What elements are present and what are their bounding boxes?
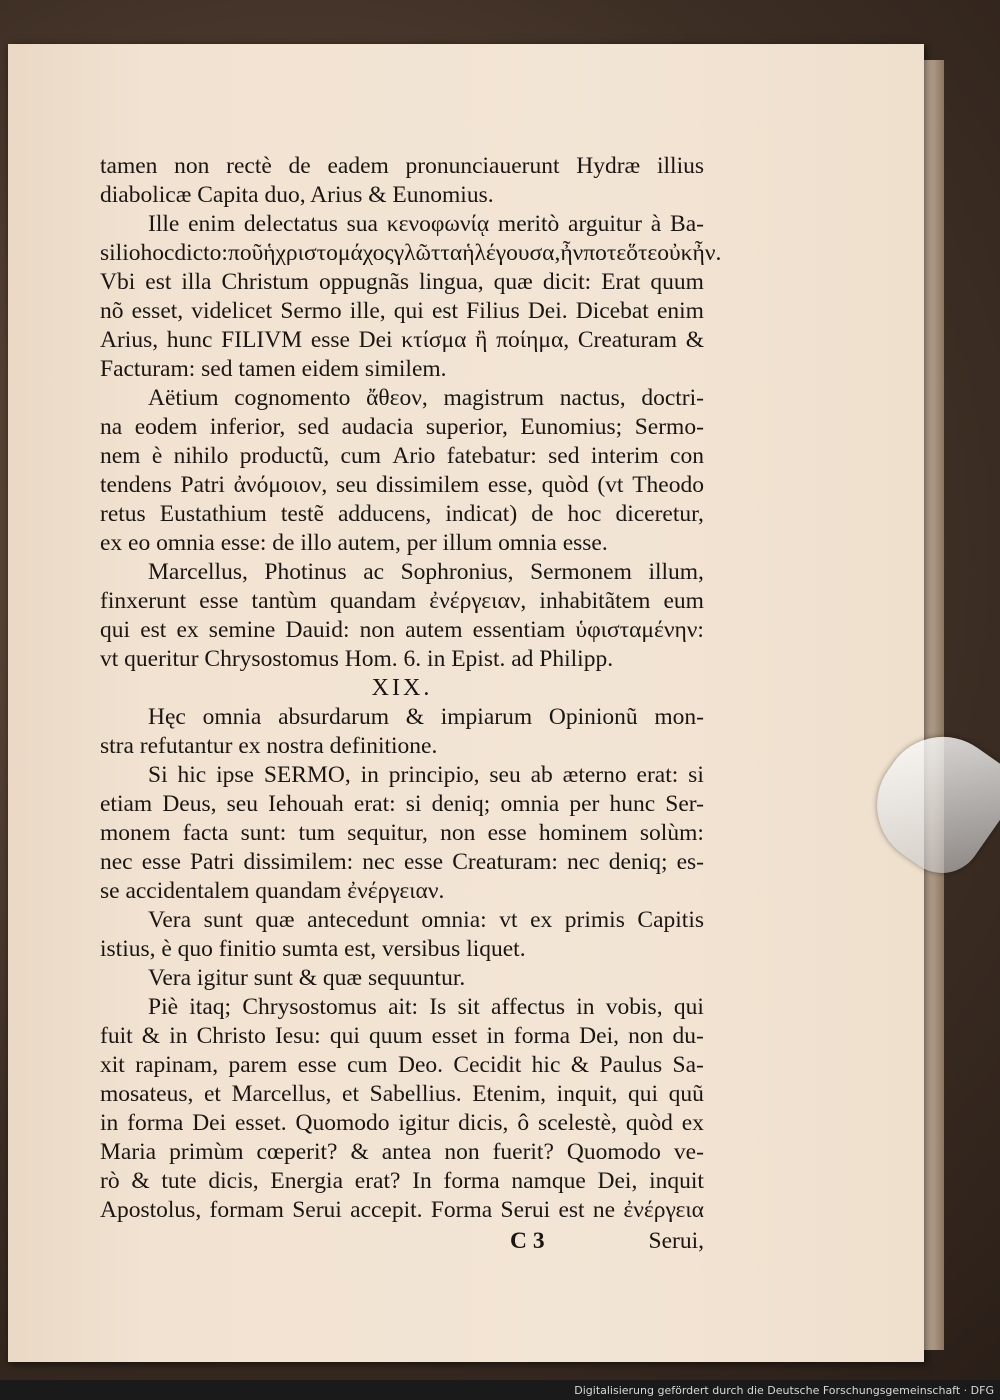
- digitization-credit: Digitalisierung gefördert durch die Deutsche Forschungsgemeinschaft · DFG: [574, 1384, 994, 1397]
- text-line: Piè itaq; Chrysostomus ait: Is sit affectus in vobis, qui: [148, 994, 704, 1020]
- text-line: retus Eustathium testẽ adducens, indicat) de hoc diceretur,: [100, 501, 704, 527]
- text-line: vt queritur Chrysostomus Hom. 6. in Epist. ad Philipp.: [100, 646, 614, 672]
- text-line: silio hoc dicto: ποῦ ἡ χριστομάχος γλῶττα ἡ λέγουσα, ἦν ποτε ὅτε οὐκ ἦν.: [100, 240, 722, 266]
- text-line: mosateus, et Marcellus, et Sabellius. Etenim, inquit, qui quũ: [100, 1081, 704, 1107]
- text-line: Maria primùm cœperit? & antea non fuerit? Quomodo ve-: [100, 1139, 704, 1165]
- section-heading: XIX.: [371, 675, 433, 701]
- text-line: xit rapinam, parem esse cum Deo. Cecidit hic & Paulus Sa-: [100, 1052, 704, 1078]
- page-footer: [100, 1225, 704, 1257]
- text-line: Aëtium cognomento ἄθεον, magistrum nactus, doctri-: [148, 385, 704, 411]
- page-text: [100, 152, 722, 1257]
- text-line: etiam Deus, seu Iehouah erat: si deniq; omnia per hunc Ser-: [100, 791, 704, 817]
- text-line: Vbi est illa Christum oppugnãs lingua, quæ dicit: Erat quum: [100, 269, 704, 295]
- signature-mark: C 3: [510, 1228, 545, 1254]
- text-line: na eodem inferior, sed audacia superior, Eunomius; Sermo-: [100, 414, 704, 440]
- text-line: diabolicæ Capita duo, Arius & Eunomius.: [100, 182, 494, 208]
- text-line: Arius, hunc FILIVM esse Dei κτίσμα ἢ ποίημα, Creaturam &: [100, 327, 704, 353]
- text-line: Vera sunt quæ antecedunt omnia: vt ex primis Capitis: [148, 907, 704, 933]
- text-line: Facturam: sed tamen eidem similem.: [100, 356, 447, 382]
- text-line: nec esse Patri dissimilem: nec esse Creaturam: nec deniq; es-: [100, 849, 704, 875]
- text-line: in forma Dei esset. Quomodo igitur dicis, ô scelestè, quòd ex: [100, 1110, 704, 1136]
- text-line: tendens Patri ἀνόμοιον, seu dissimilem esse, quòd (vt Theodo: [100, 472, 704, 498]
- paragraph-block-2: [100, 703, 704, 1225]
- text-line: stra refutantur ex nostra definitione.: [100, 733, 438, 759]
- text-line: tamen non rectè de eadem pronunciauerunt Hydræ illius: [100, 153, 704, 179]
- text-line: fuit & in Christo Iesu: qui quum esset in forma Dei, non du-: [100, 1023, 704, 1049]
- catchword: Serui,: [648, 1228, 704, 1254]
- text-line: finxerunt esse tantùm quandam ἐνέργειαν, inhabitãtem eum: [100, 588, 704, 614]
- text-line: istius, è quo finitio sumta est, versibus liquet.: [100, 936, 526, 962]
- text-line: Si hic ipse SERMO, in principio, seu ab æterno erat: si: [148, 762, 704, 788]
- text-line: rò & tute dicis, Energia erat? In forma namque Dei, inquit: [100, 1168, 704, 1194]
- text-line: monem facta sunt: tum sequitur, non esse hominem solùm:: [100, 820, 704, 846]
- text-line: Vera igitur sunt & quæ sequuntur.: [148, 965, 466, 991]
- page-edge: [924, 60, 944, 1350]
- text-line: ex eo omnia esse: de illo autem, per illum omnia esse.: [100, 530, 608, 556]
- text-line: nõ esset, videlicet Sermo ille, qui est Filius Dei. Dicebat enim: [100, 298, 704, 324]
- text-line: Marcellus, Photinus ac Sophronius, Sermonem illum,: [148, 559, 704, 585]
- paragraph-block-1: [100, 152, 722, 674]
- text-line: se accidentalem quandam ἐνέργειαν.: [100, 878, 445, 904]
- text-line: qui est ex semine Dauid: non autem essentiam ὑφισταμένην:: [100, 617, 704, 643]
- text-line: Apostolus, formam Serui accepit. Forma Serui est ne ἐνέργεια: [100, 1197, 704, 1223]
- text-line: Ille enim delectatus sua κενοφωνίᾳ meritò arguitur à Ba-: [148, 211, 704, 237]
- text-line: nem è nihilo productũ, cum Ario fatebatur: sed interim con: [100, 443, 704, 469]
- text-line: Hęc omnia absurdarum & impiarum Opinionũ mon-: [148, 704, 704, 730]
